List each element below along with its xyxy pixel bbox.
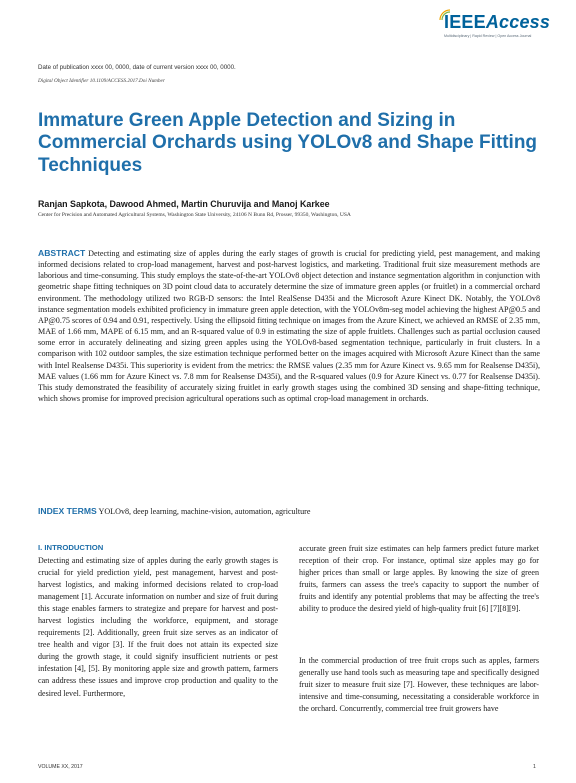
paper-title: Immature Green Apple Detection and Sizing in Commercial Orchards using YOLOv8 and Shape Fitting Techniques bbox=[38, 110, 538, 176]
author-list: Ranjan Sapkota, Dawood Ahmed, Martin Churuvija and Manoj Karkee bbox=[38, 199, 330, 209]
doi-line: Digital Object Identifier 10.1109/ACCESS.2017.Doi Number bbox=[38, 78, 165, 84]
abstract-text: Detecting and estimating size of apples during the early stages of growth is crucial for predicting yield, pest management, and making informed decisions related to crop-load management, harvest and post-harvest logistics, and marketing. Traditional fruit size measurement methods are laborious and time-consuming. This study employs the state-of-the-art YOLOv8 object detection and instance segmentation algorithm in conjunction with geometric shape fitting techniques on 3D point cloud data to accurately determine the size of immature green apples (or fruitlet) in a commercial orchard environment. The methodology utilized two RGB-D sensors: the Intel RealSense D435i and the Microsoft Azure Kinect DK. Notably, the YOLOv8 instance segmentation models exhibited proficiency in immature green apple detection, with the YOLOv8m-seg model achieving the highest AP@0.5 and AP@0.75 scores of 0.94 and 0.91, respectively. Using the ellipsoid fitting technique on images from the Azure Kinect, we achieved an RMSE of 2.35 mm, MAE of 1.66 mm, MAPE of 6.15 mm, and an R-squared value of 0.9 in estimating the size of apple fruitlets. Challenges such as partial occlusion caused some error in accurately delineating and sizing green apples using the YOLOv8-based segmentation technique, particularly in fruit clusters. In a comparison with 102 outdoor samples, the size estimation technique performed better on the images acquired with Microsoft Azure Kinect than the same with Intel Realsense D435i. This superiority is evident from the metrics: the RMSE values (2.35 mm for Azure Kinect vs. 9.65 mm for Realsense D435i), MAE values (1.66 mm for Azure Kinect vs. 7.8 mm for Realsense D435i), and the R-squared values (0.9 for Azure Kinect vs. 0.77 for Realsense D435i). This study demonstrated the feasibility of accurately sizing fruitlet in early growth stages using the combined 3D sensing and shape-fitting technique, which shows promise for improved precision agricultural operations such as optimal crop-load management in orchards. bbox=[38, 249, 540, 404]
index-terms bbox=[38, 506, 540, 516]
logo-arcs-icon bbox=[438, 8, 452, 22]
logo-name: Access bbox=[485, 12, 551, 32]
index-terms-text: YOLOv8, deep learning, machine-vision, automation, agriculture bbox=[98, 507, 311, 516]
intro-column-right-paragraph-2: In the commercial production of tree fruit crops such as apples, farmers generally use hand tools such as measuring tape and specifically designed fruit sizer to measure fruit size [7]. However, these techniques are labor-intensive and time-consuming, necessitating a considerable workforce in the orchard. Concurrently, commercial tree fruit growers have bbox=[299, 656, 539, 714]
ieee-access-logo bbox=[444, 12, 554, 38]
intro-column-left: Detecting and estimating size of apples during the early growth stages is crucial for yield prediction yield, pest management, harvest and post-harvest logistics, and making informed decisions related to crop-load management [1]. Accurate information on number and size of fruit during this stage enables farmers to strategize and prepare for harvest and post-harvest logistics including the workforce, equipment, and storage requirements [2]. Additionally, green fruit size serves as an indicator of tree health and vigor [3]. If the fruit does not attain its expected size during the growth stage, it could signify insufficient nutrients or pest infestation [4], [5]. By monitoring apple size and growth pattern, farmers can address these issues and improve crop production and quality to the desired level. Furthermore, bbox=[38, 556, 278, 698]
affiliation: Center for Precision and Automated Agricultural Systems, Washington State University, 24106 N Bunn Rd, Prosser, 99350, Washington, USA bbox=[38, 212, 351, 218]
index-terms-label: INDEX TERMS bbox=[38, 506, 97, 516]
abstract-label: ABSTRACT bbox=[38, 248, 86, 258]
publication-date: Date of publication xxxx 00, 0000, date of current version xxxx 00, 0000. bbox=[38, 64, 236, 71]
section-heading-introduction: I. INTRODUCTION bbox=[38, 543, 104, 552]
abstract bbox=[38, 248, 540, 404]
logo-brand: IEEE bbox=[444, 12, 486, 32]
footer-page-number: 1 bbox=[533, 764, 536, 770]
intro-column-right-paragraph-1: accurate green fruit size estimates can help farmers predict future market reception of their crop. For instance, optimal size apples may go for higher prices than small or large apples. By knowing the size of green fruits, farmers can assess the tree's capacity to support the number of fruits and identify any potential problems that may be affecting the tree's ability to produce the desired yield of high-quality fruit [6] [7][8][9]. bbox=[299, 544, 539, 614]
logo-wordmark bbox=[444, 12, 554, 33]
footer-volume: VOLUME XX, 2017 bbox=[38, 764, 83, 770]
logo-tagline: Multidisciplinary | Rapid Review | Open Access Journal bbox=[444, 34, 532, 38]
